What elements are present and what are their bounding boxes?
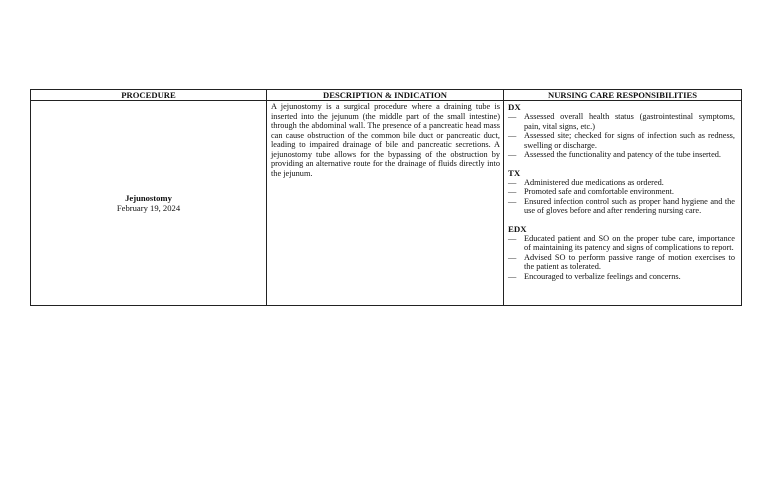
list-item-text: Encouraged to verbalize feelings and concerns. <box>524 271 681 281</box>
list-item <box>508 197 735 216</box>
list-item-text: Assessed overall health status (gastrointestinal symptoms, pain, vital signs, etc.) <box>524 112 735 131</box>
dash-bullet: — <box>508 233 517 243</box>
description-text: A jejunostomy is a surgical procedure where a draining tube is inserted into the jejunum (the middle part of the small intestine) through the abdominal wall. The presence of a pancreatic head mass can cause obstruction of the common bile duct or pancreatic duct, leading to impaired drainage of bile and pancreatic secretions. A jejunostomy tube allows for the bypassing of the obstruction by providing an alternative route for the drainage of fluids directly into the jejunum. <box>271 102 500 178</box>
procedure-date: February 19, 2024 <box>116 203 181 213</box>
list-item-text: Ensured infection control such as proper hand hygiene and the use of gloves before and after rendering nursing care. <box>524 196 735 215</box>
list-item <box>508 272 735 282</box>
dash-bullet: — <box>508 187 517 196</box>
header-description: DESCRIPTION & INDICATION <box>267 90 504 101</box>
procedure-name: Jejunostomy <box>125 193 172 203</box>
dash-bullet: — <box>508 131 517 140</box>
procedure-table <box>30 89 742 306</box>
list-item-text: Advised SO to perform passive range of motion exercises to the patient as tolerated. <box>524 252 735 271</box>
nursing-content <box>504 101 741 285</box>
dx-title: DX <box>508 102 521 112</box>
description-cell <box>267 101 504 306</box>
edx-list <box>508 234 735 282</box>
list-item <box>508 131 735 150</box>
list-item-text: Assessed site; checked for signs of infection such as redness, swelling or discharge. <box>524 131 735 150</box>
list-item-text: Administered due medications as ordered. <box>524 177 664 187</box>
tx-title: TX <box>508 167 521 178</box>
list-item <box>508 234 735 253</box>
dash-bullet: — <box>508 271 517 281</box>
edx-title: EDX <box>508 223 527 234</box>
list-item <box>508 112 735 131</box>
dash-bullet: — <box>508 196 517 206</box>
dash-bullet: — <box>508 252 517 262</box>
document-sheet <box>30 89 740 306</box>
procedure-cell <box>31 101 267 306</box>
table-header-row <box>31 90 742 101</box>
list-item-text: Educated patient and SO on the proper tube care, importance of maintaining its patency and signs of complications to report. <box>524 233 735 252</box>
dash-bullet: — <box>508 112 517 121</box>
list-item <box>508 150 735 160</box>
list-item <box>508 253 735 272</box>
list-item-text: Promoted safe and comfortable environment. <box>524 187 674 196</box>
list-item <box>508 178 735 188</box>
dash-bullet: — <box>508 177 517 187</box>
header-nursing: NURSING CARE RESPONSIBILITIES <box>504 90 742 101</box>
nursing-cell <box>504 101 742 306</box>
dash-bullet: — <box>508 150 517 159</box>
dx-list <box>508 112 735 160</box>
tx-list <box>508 178 735 216</box>
table-row <box>31 101 742 306</box>
list-item-text: Assessed the functionality and patency of the tube inserted. <box>524 150 721 159</box>
header-procedure: PROCEDURE <box>31 90 267 101</box>
list-item <box>508 187 735 197</box>
